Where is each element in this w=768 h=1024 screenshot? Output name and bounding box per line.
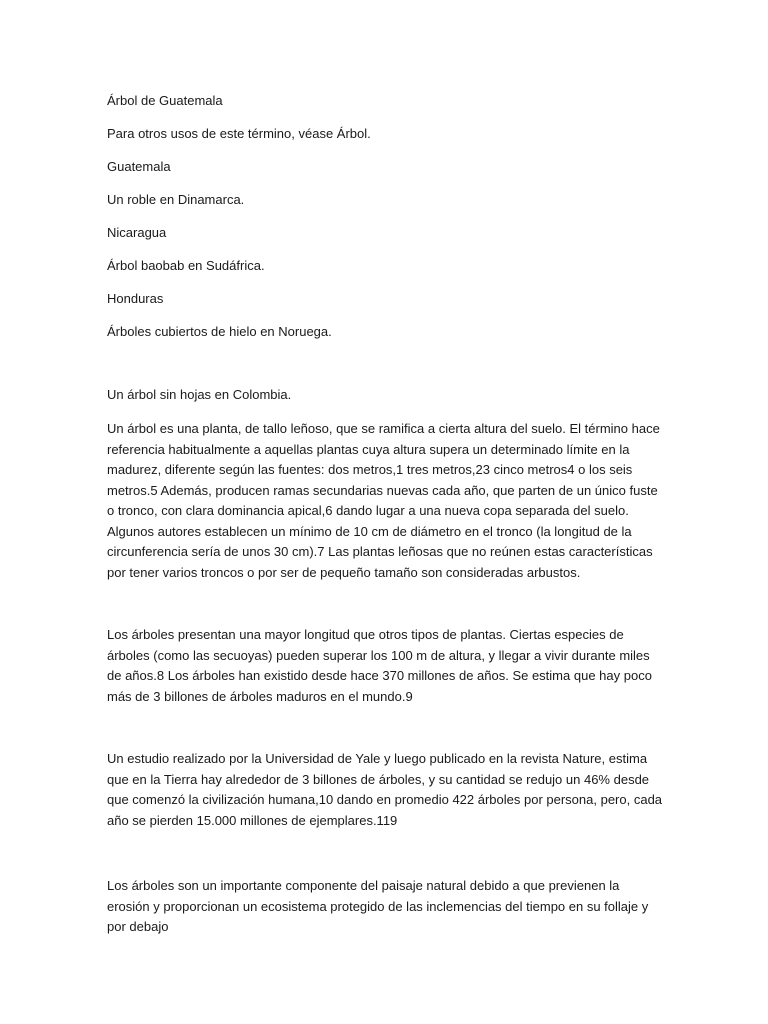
paragraph-definition: Un árbol es una planta, de tallo leñoso, que se ramifica a cierta altura del suelo. El término hace referencia habitualmente a aquellas plantas cuya altura supera un determinado límite en la madurez, diferente según las fuentes: dos metros,1 tres metros,23 cinco metros4 o los seis metros.5 Además, producen ramas secundarias nuevas cada año, que parten de un único fuste o tronco, con clara dominancia apical,6 dando lugar a una nueva copa separada del suelo. Algunos autores establecen un mínimo de 10 cm de diámetro en el tronco (la longitud de la circunferencia sería de unos 30 cm).7 Las plantas leñosas que no reúnen estas características por tener varios troncos o por ser de pequeño tamaño son consideradas arbustos. <box>107 421 660 580</box>
caption-honduras: Honduras <box>107 291 164 306</box>
caption-nicaragua: Nicaragua <box>107 225 167 240</box>
paragraph-paisaje: Los árboles son un importante componente del paisaje natural debido a que previenen la erosión y proporcionan un ecosistema protegido de las inclemencias del tiempo en su follaje y por debajo <box>107 878 649 934</box>
caption-guatemala: Guatemala <box>107 159 171 174</box>
caption-colombia: Un árbol sin hojas en Colombia. <box>107 387 292 402</box>
caption-roble: Un roble en Dinamarca. <box>107 192 245 207</box>
paragraph-estudio: Un estudio realizado por la Universidad de Yale y luego publicado en la revista Nature, estima que en la Tierra hay alrededor de 3 billones de árboles, y su cantidad se redujo un 46% desde que comenzó la civilización humana,10 dando en promedio 422 árboles por persona, pero, cada año se pierden 15.000 millones de ejemplares.119 <box>107 751 663 828</box>
disambiguation-note: Para otros usos de este término, véase Árbol. <box>107 126 371 141</box>
document-title: Árbol de Guatemala <box>107 93 223 108</box>
caption-noruega: Árboles cubiertos de hielo en Noruega. <box>107 324 332 339</box>
caption-baobab: Árbol baobab en Sudáfrica. <box>107 258 265 273</box>
paragraph-longitud: Los árboles presentan una mayor longitud que otros tipos de plantas. Ciertas especies de árboles (como las secuoyas) pueden superar los 100 m de altura, y llegar a vivir durante miles de años.8 Los árboles han existido desde hace 370 millones de años. Se estima que hay poco más de 3 billones de árboles maduros en el mundo.9 <box>107 627 652 704</box>
